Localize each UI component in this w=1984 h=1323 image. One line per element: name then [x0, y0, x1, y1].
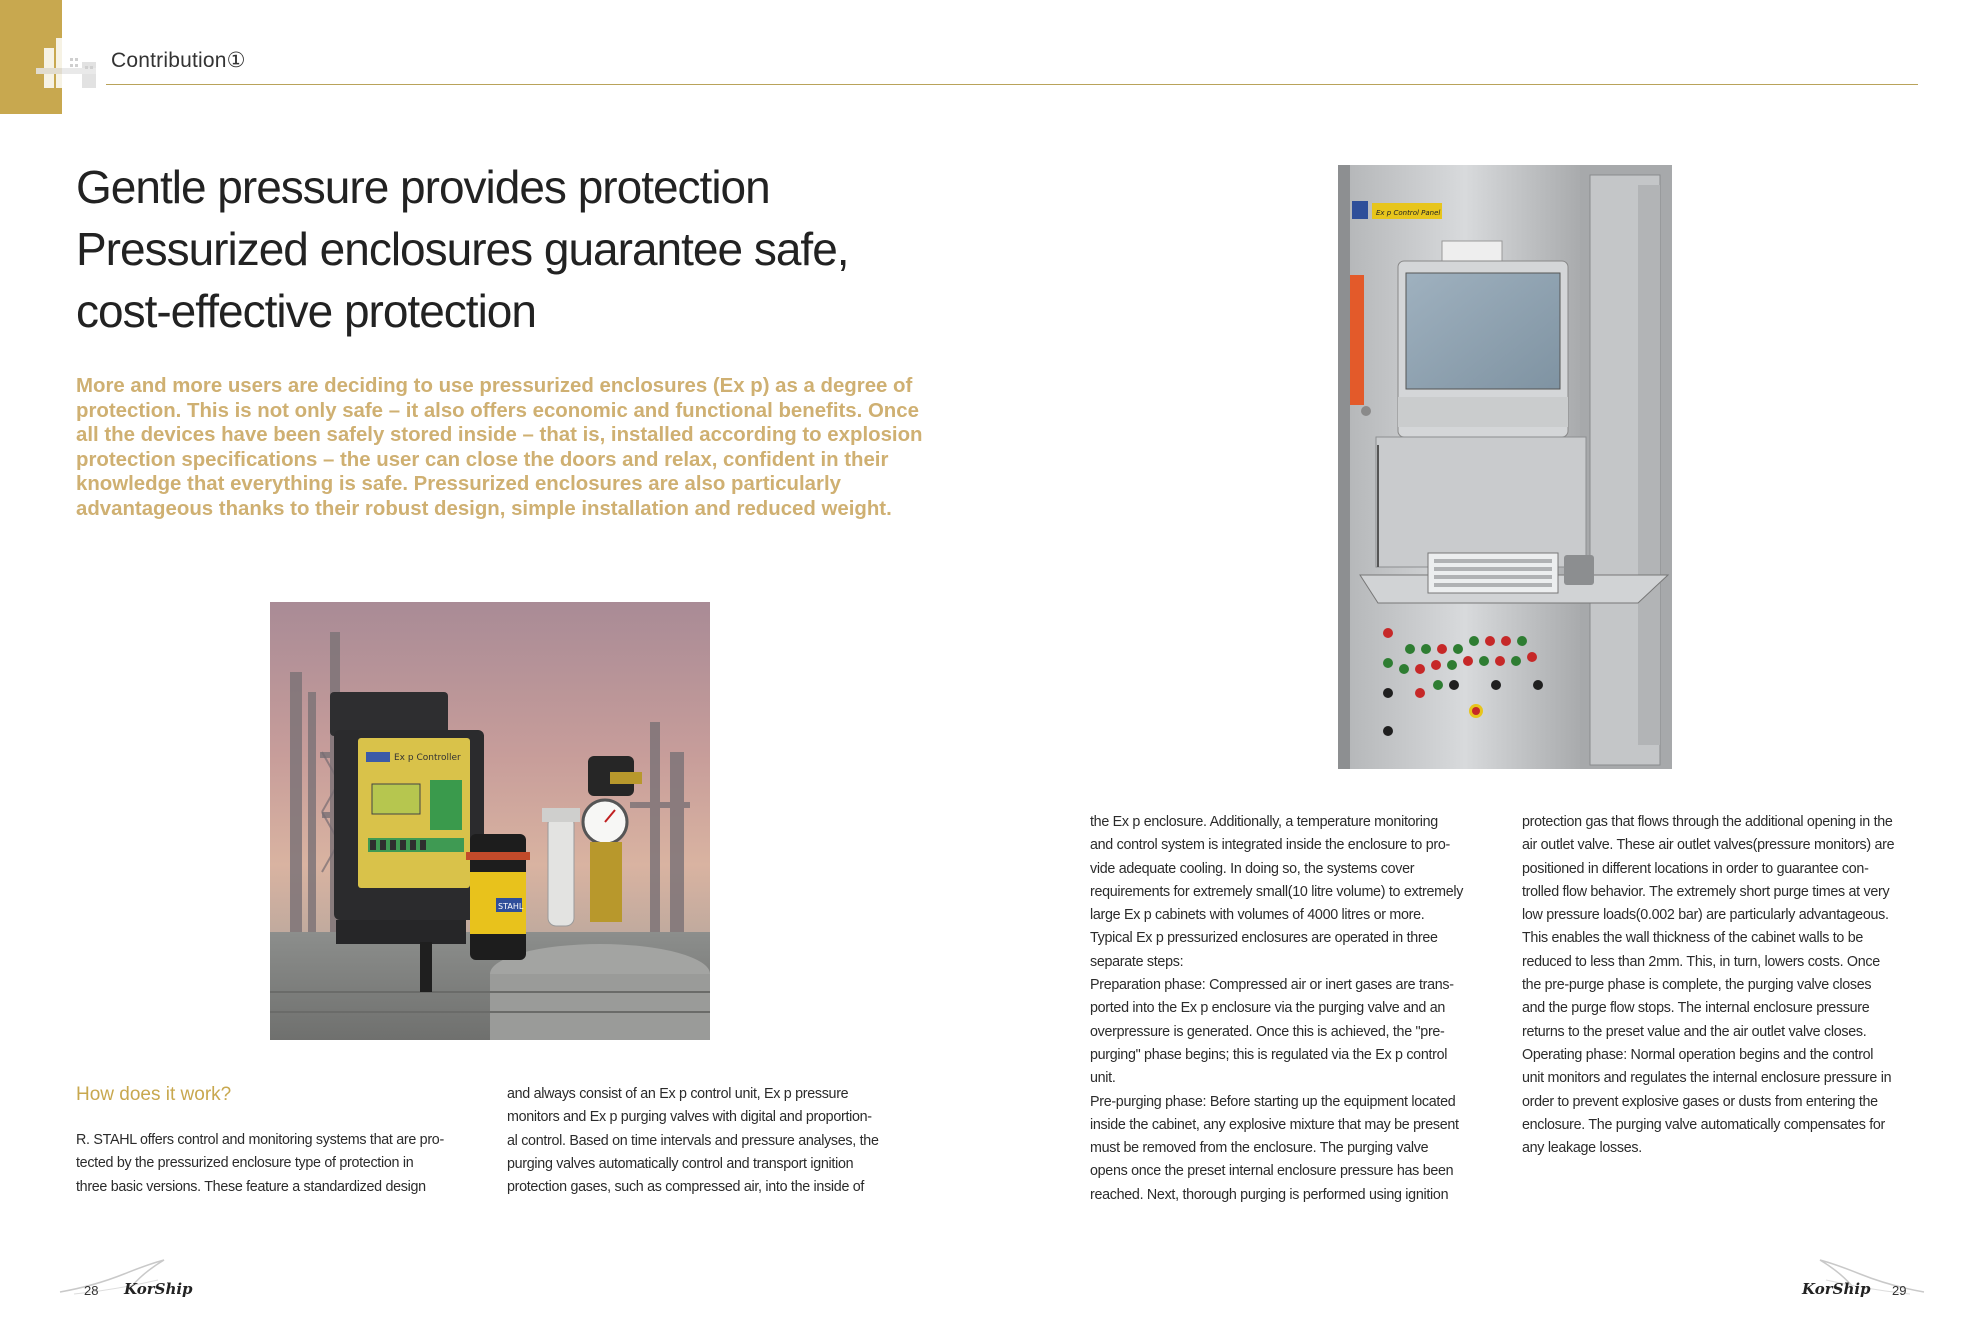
title-line: cost-effective protection — [76, 285, 536, 337]
page-number-left: 28 — [84, 1283, 99, 1298]
title-line: Pressurized enclosures guarantee safe, — [76, 223, 849, 275]
page-title — [76, 156, 976, 342]
intro-line: protection. This is not only safe – it also offers economic and functional benefits. Once — [76, 399, 919, 422]
text-line: Preparation phase: Compressed air or inert gases are trans- — [1090, 977, 1454, 994]
text-line: requirements for extremely small(10 litre volume) to extremely — [1090, 883, 1464, 900]
text-line: separate steps: — [1090, 953, 1184, 970]
text-line: protection gas that flows through the additional opening in the — [1522, 814, 1893, 830]
text-line: purging valves automatically control and transport ignition — [507, 1155, 854, 1172]
paragraph — [1090, 1091, 1485, 1207]
intro-line: advantageous thanks to their robust design, simple installation and reduced weight. — [76, 497, 892, 520]
text-line: overpressure is generated. Once this is achieved, the "pre- — [1090, 1023, 1445, 1040]
building-skyline-icon — [30, 18, 100, 108]
intro-line: knowledge that everything is safe. Pressurized enclosures are also particularly — [76, 473, 841, 496]
body-column-3 — [1090, 811, 1485, 1207]
text-line: the pre-purge phase is complete, the purging valve closes — [1522, 977, 1872, 994]
ex-p-control-cabinet-photo — [1338, 165, 1672, 769]
title-line: Gentle pressure provides protection — [76, 161, 770, 213]
paragraph — [1090, 927, 1485, 974]
text-line: order to prevent explosive gases or dusts from entering the — [1522, 1093, 1878, 1110]
text-line: unit. — [1090, 1070, 1116, 1087]
text-line: R. STAHL offers control and monitoring systems that are pro- — [76, 1132, 444, 1148]
text-line: and the purge flow stops. The internal enclosure pressure — [1522, 1000, 1870, 1017]
body-column-2 — [507, 1083, 902, 1199]
intro-line: all the devices have been safely stored inside – that is, installed according to explosion — [76, 424, 923, 447]
text-line: and always consist of an Ex p control unit, Ex p pressure — [507, 1086, 849, 1102]
text-line: Typical Ex p pressurized enclosures are operated in three — [1090, 930, 1438, 947]
intro-line: protection specifications – the user can close the doors and relax, confident in their — [76, 448, 889, 471]
text-line: protection gases, such as compressed air, into the inside of — [507, 1179, 865, 1196]
text-line: purging" phase begins; this is regulated via the Ex p control — [1090, 1046, 1448, 1063]
intro-paragraph — [76, 374, 923, 522]
text-line: positioned in different locations in order to guarantee con- — [1522, 860, 1869, 877]
text-line: large Ex p cabinets with volumes of 4000 litres or more. — [1090, 907, 1425, 924]
header-rule — [106, 84, 1918, 85]
text-line: three basic versions. These feature a standardized design — [76, 1178, 426, 1195]
text-line: ported into the Ex p enclosure via the purging valve and an — [1090, 1000, 1446, 1017]
text-line: inside the cabinet, any explosive mixture that may be present — [1090, 1116, 1459, 1133]
text-line: enclosure. The purging valve automatically compensates for — [1522, 1116, 1885, 1133]
section-heading: How does it work? — [76, 1084, 232, 1105]
body-column-1 — [76, 1129, 471, 1199]
body-column-4 — [1522, 811, 1917, 1160]
paragraph — [1522, 811, 1917, 1044]
text-line: Pre-purging phase: Before starting up the equipment located — [1090, 1093, 1456, 1110]
page-number-right: 29 — [1892, 1283, 1907, 1298]
text-line: monitors and Ex p purging valves with digital and proportion- — [507, 1109, 872, 1126]
text-line: returns to the preset value and the air outlet valve closes. — [1522, 1023, 1867, 1040]
intro-line: More and more users are deciding to use pressurized enclosures (Ex p) as a degree of — [76, 375, 913, 397]
section-label: Contribution① — [111, 49, 246, 72]
text-line: reached. Next, thorough purging is performed using ignition — [1090, 1186, 1449, 1203]
paragraph — [507, 1083, 902, 1199]
text-line: opens once the preset internal enclosure pressure has been — [1090, 1163, 1454, 1180]
paragraph — [76, 1129, 471, 1199]
stahl-badge: STAHL — [498, 902, 524, 911]
paragraph — [1522, 1044, 1917, 1160]
paragraph — [1090, 974, 1485, 1090]
text-line: the Ex p enclosure. Additionally, a temperature monitoring — [1090, 814, 1438, 830]
text-line: This enables the wall thickness of the cabinet walls to be — [1522, 930, 1864, 947]
text-line: and control system is integrated inside the enclosure to pro- — [1090, 837, 1450, 854]
text-line: any leakage losses. — [1522, 1140, 1642, 1157]
text-line: tected by the pressurized enclosure type of protection in — [76, 1155, 414, 1172]
controller-label: Ex p Controller — [394, 753, 461, 763]
text-line: al control. Based on time intervals and pressure analyses, the — [507, 1132, 879, 1149]
text-line: air outlet valve. These air outlet valves(pressure monitors) are — [1522, 837, 1895, 854]
brand-logo-right: KorShip — [1802, 1280, 1871, 1298]
paragraph — [1090, 811, 1485, 927]
text-line: reduced to less than 2mm. This, in turn, lowers costs. Once — [1522, 953, 1880, 970]
text-line: trolled flow behavior. The extremely short purge times at very — [1522, 883, 1890, 900]
text-line: low pressure loads(0.002 bar) are particularly advantageous. — [1522, 907, 1889, 924]
text-line: Operating phase: Normal operation begins and the control — [1522, 1046, 1874, 1063]
brand-logo-left: KorShip — [124, 1280, 193, 1298]
text-line: vide adequate cooling. In doing so, the systems cover — [1090, 860, 1415, 877]
ex-p-controller-photo — [270, 602, 710, 1040]
text-line: must be removed from the enclosure. The purging valve — [1090, 1140, 1429, 1157]
panel-label: Ex p Control Panel — [1376, 209, 1441, 217]
text-line: unit monitors and regulates the internal enclosure pressure in — [1522, 1070, 1892, 1087]
